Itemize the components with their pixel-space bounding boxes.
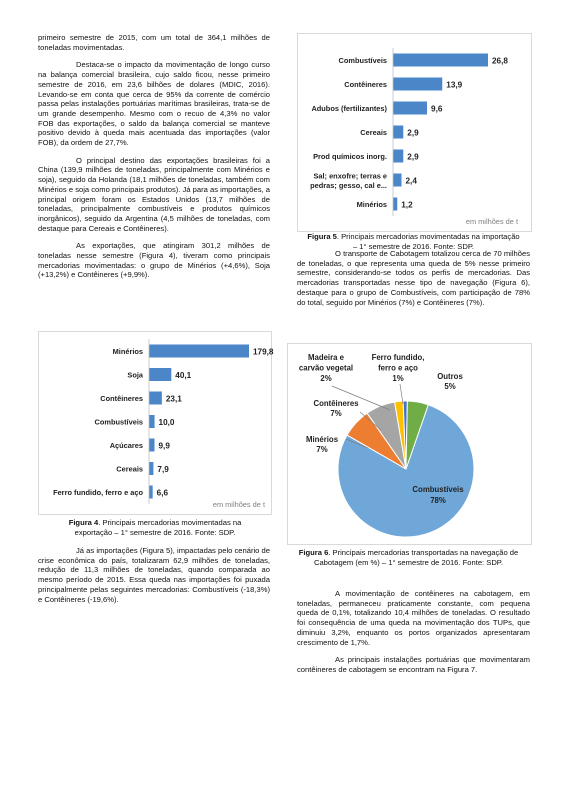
paragraph: A movimentação de contêineres na cabotagem, em toneladas, permaneceu praticamente constante, com pequena queda de 0,1%, totalizando 10,4 milhões de toneladas. O resultado foi consequência de uma queda na movimentação dos TUPs, que diminuiu 3,2%, enquanto os portos organizados apresentaram crescimento de 1,7%. xyxy=(297,589,530,647)
category-label: Combustíveis xyxy=(94,417,143,427)
data-label: 179,8 xyxy=(253,347,274,357)
slice-value-label: 7% xyxy=(316,445,328,454)
bar xyxy=(393,174,402,187)
data-label: 40,1 xyxy=(175,371,192,380)
bar xyxy=(149,392,162,405)
bar xyxy=(149,368,171,381)
figure-4-bar-chart xyxy=(39,332,274,514)
figure-5-label: Figura 5 xyxy=(307,232,337,241)
paragraph: As exportações, que atingiram 301,2 milhões de toneladas nesse semestre (Figura 4), tiveram como principais mercadorias movimentadas: o grupo de Minérios (+4,6%), Soja (+13,2%) e Contêineres (+9,9%). xyxy=(38,241,270,280)
category-label: Prod químicos inorg. xyxy=(313,152,387,161)
figure-4-caption xyxy=(50,518,260,537)
category-label: Cereais xyxy=(116,464,143,474)
slice-label: ferro e aço xyxy=(378,363,418,373)
paragraph: primeiro semestre de 2015, com um total de 364,1 milhões de toneladas movimentadas. xyxy=(38,33,270,52)
slice-value-label: 2% xyxy=(320,374,332,383)
category-label: pedras; gesso, cal e... xyxy=(310,180,387,190)
data-label: 7,9 xyxy=(157,465,169,474)
category-label: Açúcares xyxy=(109,441,143,450)
slice-value-label: 5% xyxy=(444,382,456,391)
left-column-bottom xyxy=(38,546,270,612)
category-label: Ferro fundido, ferro e aço xyxy=(53,488,143,497)
bar xyxy=(149,345,249,358)
bar xyxy=(149,415,155,428)
data-label: 10,0 xyxy=(158,418,175,427)
figure-4-chart xyxy=(38,331,272,515)
figure-5-caption-text: . Principais mercadorias movimentadas na importação – 1° semestre de 2016. Fonte: SDP. xyxy=(336,232,520,251)
slice-value-label: 7% xyxy=(330,409,342,418)
right-column xyxy=(297,249,530,315)
data-label: 2,9 xyxy=(407,128,419,138)
data-label: 26,8 xyxy=(492,56,508,66)
bar xyxy=(393,54,488,67)
bar xyxy=(393,102,427,115)
data-label: 6,6 xyxy=(156,488,169,498)
paragraph: Já as importações (Figura 5), impactadas pelo cenário de crise econômica do país, totalizaram 62,9 milhões de toneladas, redução de 11,3 milhões de toneladas, quando comparada ao mesmo período de 2015. Essa queda nas importações foi puxada principalmente pelas seguintes mercadorias: Combustíveis (-18,3%) e Contêineres (-19,6%). xyxy=(38,546,270,604)
slice-label: Ferro fundido, xyxy=(371,353,425,362)
bar xyxy=(393,78,442,91)
figure-5-bar-chart xyxy=(298,34,531,231)
category-label: Soja xyxy=(127,370,143,380)
category-label: Cereais xyxy=(360,128,387,137)
paragraph: Destaca-se o impacto da movimentação de longo curso na balança comercial brasileira, cujo saldo ficou, nesse primeiro semestre de 2016, em 23,6 bilhões de dolares (MDIC, 2016). Levando-se em conta que cerca de 95% da corrente de comércio passa pelas instalações portuárias marítimas brasileiras, trata-se de um grande desempenho. Mesmo com o recuo de 4,3% no valor FOB das exportações, o saldo da balança comercial se manteve positivo devido à queda mais acentuada das importações (valor FOB), da ordem de 27,7%. xyxy=(38,60,270,148)
category-label: Sal; enxofre; terras e xyxy=(313,171,387,181)
data-label: 23,1 xyxy=(165,394,182,404)
paragraph: As principais instalações portuárias que movimentaram contêineres de cabotagem se encontram na Figura 7. xyxy=(297,655,530,674)
bar xyxy=(393,150,403,163)
slice-value-label: 78% xyxy=(430,496,446,505)
data-label: 1,2 xyxy=(401,200,413,210)
slice-label: Madeira e xyxy=(308,353,344,362)
bar xyxy=(149,439,155,452)
unit-note: em milhões de t xyxy=(465,217,518,226)
category-label: Minérios xyxy=(356,200,387,209)
left-column xyxy=(38,33,270,288)
unit-note: em milhões de t xyxy=(212,500,265,509)
bar xyxy=(393,126,403,139)
category-label: Minérios xyxy=(112,347,143,356)
data-label: 2,9 xyxy=(407,152,419,162)
paragraph: O principal destino das exportações brasileiras foi a China (139,9 milhões de toneladas, principalmente com Minérios e soja), seguido da Holanda (18,1 milhões de toneladas, também com Minérios e soja como principais produtos). Já para as importações, a principal origem foram os Estados Unidos (13,7 milhões de toneladas, principalmente combustíveis e produtos químicos inorgânicos), seguido da Argentina (4,5 milhões de toneladas, com destaque para Cereais e Contêineres). xyxy=(38,155,270,233)
data-label: 13,9 xyxy=(446,80,463,90)
slice-label: carvão vegetal xyxy=(298,363,354,373)
data-label: 9,6 xyxy=(431,104,443,114)
category-label: Adubos (fertilizantes) xyxy=(311,104,387,113)
slice-label: Contêineres xyxy=(313,399,359,408)
figure-6-caption xyxy=(296,548,521,567)
bar xyxy=(393,198,397,211)
figure-6-chart xyxy=(287,343,532,545)
figure-4-label: Figura 4 xyxy=(68,518,99,527)
slice-label: Outros xyxy=(437,372,463,381)
right-column-bottom xyxy=(297,589,530,683)
figure-6-caption-text: . Principais mercadorias transportadas na navegação de Cabotagem (em %) – 1° semestre de 2016. Fonte: SDP. xyxy=(313,548,519,567)
figure-6-label: Figura 6 xyxy=(298,548,329,557)
data-label: 9,9 xyxy=(158,441,170,451)
category-label: Contêineres xyxy=(100,394,143,403)
category-label: Contêineres xyxy=(344,80,387,89)
slice-label: Minérios xyxy=(305,435,339,444)
category-label: Combustíveis xyxy=(338,56,387,65)
figure-4-caption-text: . Principais mercadorias movimentadas na exportação – 1° semestre de 2016. Fonte: SDP. xyxy=(74,518,242,537)
paragraph: O transporte de Cabotagem totalizou cerca de 70 milhões de toneladas, o que representa uma queda de 5% nesse primeiro semestre, considerando-se todos os perfis de mercadorias. Das mercadorias transportadas nesse tipo de navegação (Figura 6), destaque para o grupo de Combustíveis, com participação de 78% do total, seguido por Minérios (7%) e Contêineres (7%). xyxy=(297,249,530,307)
slice-label: Combustíveis xyxy=(412,485,464,494)
data-label: 2,4 xyxy=(405,176,417,186)
figure-5-chart xyxy=(297,33,532,232)
slice-value-label: 1% xyxy=(392,374,404,383)
bar xyxy=(149,486,153,499)
figure-6-pie-chart xyxy=(288,344,531,544)
bar xyxy=(149,462,153,475)
